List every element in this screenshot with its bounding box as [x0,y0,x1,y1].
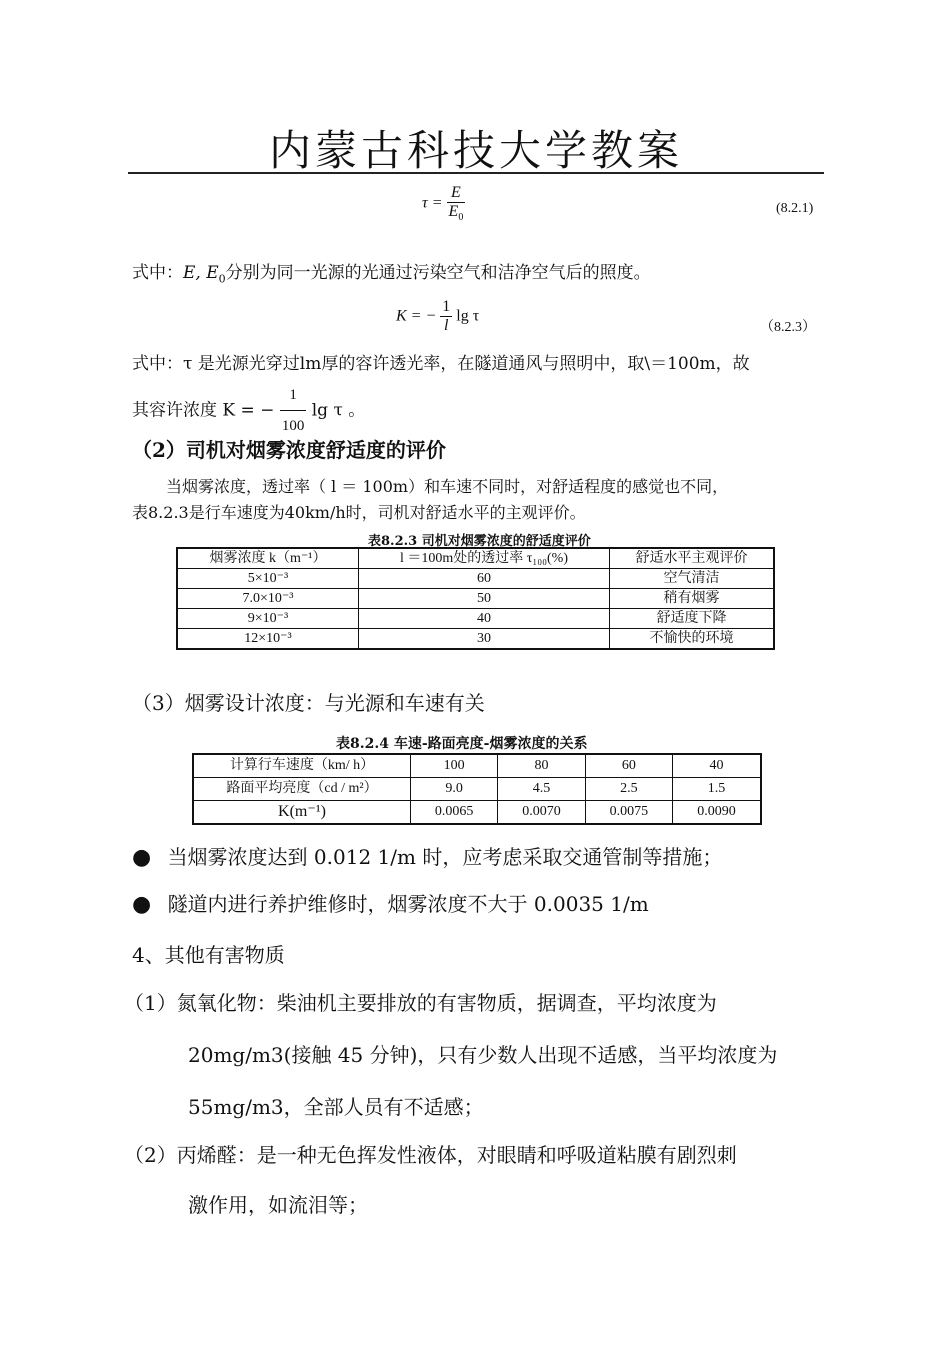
table-cell: 60 [359,569,610,589]
eq1-numerator: E [447,184,466,203]
desc1-prefix: 式中： [132,263,183,283]
desc2-prefix: 其容许浓度 K = − [132,400,275,421]
bullet-text: 当烟雾浓度达到 0.012 1/m 时，应考虑采取交通管制等措施； [167,845,723,869]
eq2-number: （8.2.3） [760,320,816,335]
speed-luminance-table [192,753,762,825]
eq2-denominator: l [444,317,449,334]
table-cell: 7.0×10⁻³ [177,589,359,609]
eq1-description [132,258,651,294]
eq2-fraction [440,298,452,335]
eq1-number: (8.2.1) [776,201,814,216]
eq1-denominator [447,203,466,223]
table-cell: 40 [673,754,761,778]
table-cell: 9.0 [411,778,498,801]
table-row [193,778,761,801]
table-cell: 30 [359,629,610,650]
section2-para-line2: 表8.2.3是行车速度为40km/h时，司机对舒适水平的主观评价。 [132,503,586,522]
section4-heading: 4、其他有害物质 [132,943,285,967]
bullet-text: 隧道内进行养护维修时，烟雾浓度不大于 0.0035 1/m [167,892,649,916]
bullet-item [132,889,649,920]
page-title: 内蒙古科技大学教案 [268,126,683,175]
table-cell: 40 [359,609,610,629]
desc1-vars: E, E [183,263,219,283]
table-cell: 100 [411,754,498,778]
table-cell: 舒适度下降 [610,609,775,629]
eq1-fraction [447,184,466,223]
table-cell: 2.5 [585,778,672,801]
table-cell: 0.0075 [585,801,672,825]
table-row [177,609,774,629]
bullet-item [132,842,722,873]
table-cell: 4.5 [498,778,585,801]
table-cell: 60 [585,754,672,778]
table-cell: K(m⁻¹) [193,801,411,825]
eq1-lhs: τ = [422,194,443,212]
bullet-dot-icon: ● [132,845,152,870]
section4-item2-line2: 激作用，如流泪等； [188,1193,368,1217]
table-cell: 0.0065 [411,801,498,825]
equation-8-2-1 [422,184,465,223]
section4-item1-line2: 20mg/m3(接触 45 分钟)，只有少数人出现不适感，当平均浓度为 [188,1043,778,1067]
section2-heading: （2）司机对烟雾浓度舒适度的评价 [132,438,446,462]
eq2-lhs: K = − [396,307,437,325]
table-header-cell: 舒适水平主观评价 [610,548,775,569]
table-cell: 不愉快的环境 [610,629,775,650]
table-row [193,801,761,825]
desc2-line1: 式中：τ 是光源光穿过lm厚的容许透光率，在隧道通风与照明中，取\＝100m，故 [132,354,750,374]
table-row [177,569,774,589]
eq1-den-sub: 0 [458,212,464,224]
desc2-fraction [280,380,307,441]
table-cell: 路面平均亮度（cd / m²） [193,778,411,801]
section2-para-line1: 当烟雾浓度，透过率（ l ＝ 100m）和车速不同时，对舒适程度的感觉也不同， [166,477,729,496]
table-row [177,589,774,609]
table-cell: 0.0070 [498,801,585,825]
desc1-sub: 0 [218,272,226,286]
eq2-numerator: 1 [442,298,451,315]
section3-heading: （3）烟雾设计浓度：与光源和车速有关 [132,691,485,715]
table-cell: 5×10⁻³ [177,569,359,589]
header-rule [128,172,824,174]
table-cell: 空气清洁 [610,569,775,589]
equation-8-2-3 [396,298,479,335]
table-cell: 1.5 [673,778,761,801]
table1-caption: 表8.2.3 司机对烟雾浓度的舒适度评价 [368,534,591,549]
eq2-rhs: lg τ [456,307,480,325]
table-cell: 12×10⁻³ [177,629,359,650]
table-cell: 计算行车速度（km/ h） [193,754,411,778]
section4-item1-line3: 55mg/m3，全部人员有不适感； [188,1095,484,1119]
table-cell: 50 [359,589,610,609]
desc2-suffix: lg τ 。 [311,400,366,421]
desc1-text: 分别为同一光源的光通过污染空气和洁净空气后的照度。 [225,263,651,283]
table-cell: 稍有烟雾 [610,589,775,609]
table-cell: 80 [498,754,585,778]
bullet-dot-icon: ● [132,892,152,917]
table-row [193,754,761,778]
desc2-denominator: 100 [281,418,305,434]
desc2-line2 [132,380,365,441]
comfort-table [176,547,775,650]
eq1-den-var: E [448,203,459,220]
table-row [177,629,774,650]
table-cell: 0.0090 [673,801,761,825]
table-header-cell: l ＝100m处的透过率 τ₁₀₀(%) [359,548,610,569]
table-header-cell: 烟雾浓度 k（m⁻¹） [177,548,359,569]
section4-item2-line1: （2）丙烯醛：是一种无色挥发性液体，对眼睛和呼吸道粘膜有剧烈刺 [124,1143,737,1167]
table2-caption: 表8.2.4 车速-路面亮度-烟雾浓度的关系 [336,736,588,752]
table-cell: 9×10⁻³ [177,609,359,629]
section4-item1-line1: （1）氮氧化物：柴油机主要排放的有害物质，据调查，平均浓度为 [124,991,717,1015]
table-header-row [177,548,774,569]
desc2-numerator: 1 [280,380,307,411]
